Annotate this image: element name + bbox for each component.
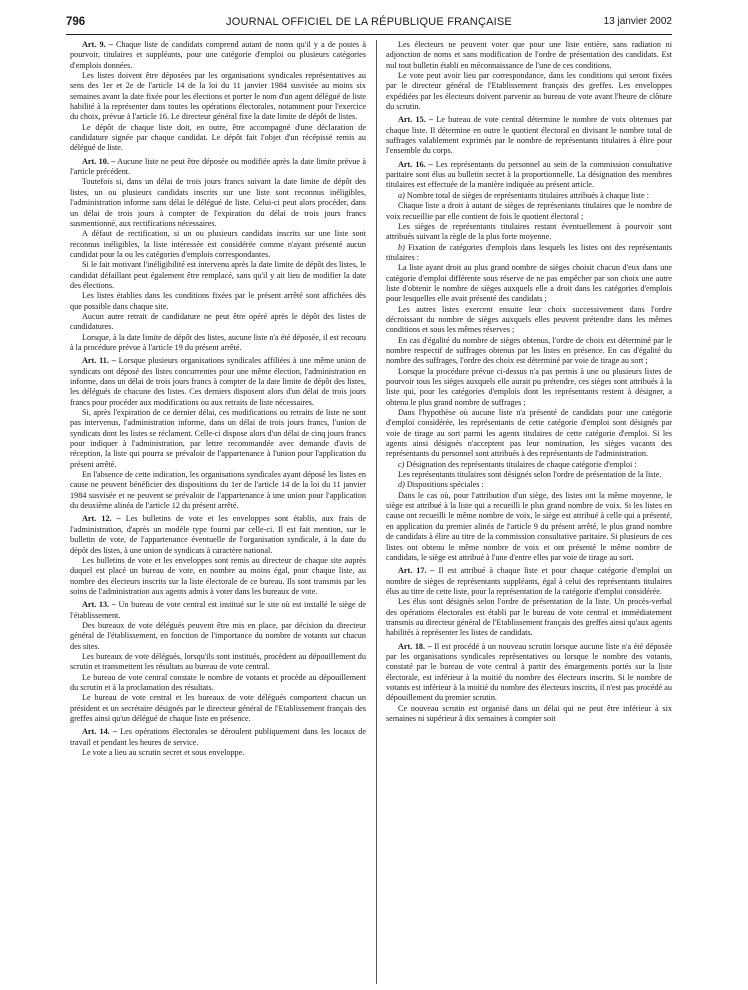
paragraph (70, 693, 366, 724)
paragraph-text: Les listes établies dans les conditions fixées par le présent arrêté sont affichées dès que possible dans chaque site. (70, 291, 366, 311)
paragraph (386, 460, 672, 470)
paragraph-text: Le dépôt de chaque liste doit, en outre, être accompagné d'une déclaration de candidature signée par chaque candidat. Le dépôt fait l'objet d'un récépissé remis au délégué de liste. (70, 122, 366, 153)
paragraph-text: Le bureau de vote central et les bureaux de vote délégués comportent chacun un président et un secrétaire désignés par le directeur général de l'Etablissement français des greffes ainsi qu'un délégué de chaque liste en présence. (70, 693, 366, 723)
item-letter: a) (398, 190, 405, 200)
article-paragraph (70, 157, 366, 178)
paragraph-text: Un bureau de vote central est institué sur le site où est installé le siège de l'établissement. (70, 600, 366, 620)
article-label: Art. 9. – (82, 40, 113, 49)
paragraph-text: Les électeurs ne peuvent voter que pour une liste entière, sans radiation ni adjonction de noms et sans modification de l'ordre de présentation des candidats. Est nul tout bulletin établi en méconnaissance de l'une de ces conditions. (386, 40, 672, 70)
paragraph-text: Si, après l'expiration de ce dernier délai, ces modifications ou retraits de liste ne sont pas intervenus, l'administration informe, dans un délai de trois jours francs, l'union de syndicats dont les listes se réclament. Celle-ci dispose alors d'un délai de cinq jours francs pour indiquer à l'administration, par lettre recommandée avec demande d'avis de réception, la liste qui pourra se prévaloir de l'appartenance à l'union pour l'application du présent arrêté. (70, 408, 366, 469)
article-label: Art. 15. – (398, 115, 434, 125)
paragraph-text: Les sièges de représentants titulaires restant éventuellement à pourvoir sont attribués suivant la règle de la plus forte moyenne. (386, 221, 672, 242)
article-paragraph (70, 727, 366, 748)
publication-date: 13 janvier 2002 (603, 16, 672, 27)
paragraph (386, 336, 672, 367)
paragraph-text: Il est attribué à chaque liste et pour chaque catégorie d'emploi un nombre de sièges de représentants suppléants, égal à celui des représentants titulaires élus au titre de cette liste, pour la représentation de la catégorie d'emploi considérée. (386, 566, 672, 596)
article-paragraph (70, 514, 366, 555)
paragraph-text: Le vote peut avoir lieu par correspondance, dans les conditions qui seront fixées par le directeur général de l'Etablissement français des greffes. Les enveloppes expédiées par les électeurs doivent parvenir au bureau de vote avant l'heure de clôture du scrutin. (386, 71, 672, 112)
paragraph-text: Dispositions spéciales : (404, 480, 484, 490)
paragraph-text: Désignation des représentants titulaires de chaque catégorie d'emploi : (404, 459, 637, 469)
paragraph-text: Dans l'hypothèse où aucune liste n'a présenté de candidats pour une catégorie d'emploi considérée, les représentants de cette catégorie d'emploi sont désignés par voie de tirage au sort parmi les agents titulaires de cette catégorie d'emploi. Si les agents ainsi désignés n'acceptent pas leur nomination, les sièges vacants des représentants du personnel sont attribués à des représentants de l'administration. (386, 408, 672, 459)
article-label: Art. 18. – (398, 641, 432, 651)
article-paragraph (386, 566, 672, 597)
paragraph-text: Chaque liste de candidats comprend autant de noms qu'il y a de postes à pourvoir, titulaires et suppléants, pour une catégorie d'emploi ou plusieurs catégories d'emplois données. (70, 40, 366, 70)
item-letter: c) (398, 459, 405, 469)
paragraph (70, 673, 366, 694)
column-separator (376, 40, 377, 984)
article-paragraph (386, 160, 672, 191)
paragraph (386, 40, 672, 71)
paragraph (386, 222, 672, 243)
paragraph-text: Ce nouveau scrutin est organisé dans un délai qui ne peut être inférieur à six semaines ni supérieur à dix semaines à compter soit (386, 703, 672, 723)
article-paragraph (386, 115, 672, 156)
paragraph-text: En l'absence de cette indication, les organisations syndicales ayant déposé les listes en cause ne peuvent bénéficier des dispositions du 1er de l'article 14 de la loi du 11 janvier 1984 susvisée et ne peuvent se prévaloir de l'appartenance à une union pour l'application du deuxième alinéa de l'article 12 du présent arrêté. (70, 470, 366, 511)
paragraph-text: Les bulletins de vote et les enveloppes sont établis, aux frais de l'administration, d'après un modèle type fourni par celle-ci. Il est fait mention, sur le bulletin de vote, de l'appartenance éventuelle de l'organisation syndicale, à la date du dépôt des listes, à une union de syndicats à caractère national. (70, 514, 366, 555)
paragraph-text: Aucune liste ne peut être déposée ou modifiée après la date limite prévue à l'article précédent. (70, 156, 366, 177)
paragraph-text: Les élus sont désignés selon l'ordre de présentation de la liste. Un procès-verbal des opérations électorales est établi par le bureau de vote central et immédiatement transmis au directeur général de l'Etablissement français des greffes ainsi qu'aux agents habilités à représenter les listes de candidats. (386, 597, 672, 638)
paragraph-text: Toutefois si, dans un délai de trois jours francs suivant la date limite de dépôt des listes, un ou plusieurs candidats inscrits sur une liste sont reconnus inéligibles, l'administration informe sans délai le délégué de liste. Celui-ci peut alors procéder, dans un délai de trois jours à compter de l'expiration du délai de trois jours francs susmentionné, aux rectifications nécessaires. (70, 177, 366, 228)
paragraph (386, 367, 672, 408)
article-label: Art. 16. – (398, 159, 433, 169)
journal-title: JOURNAL OFFICIEL DE LA RÉPUBLIQUE FRANÇAISE (226, 16, 512, 28)
paragraph (70, 470, 366, 511)
paragraph-text: Les opérations électorales se déroulent publiquement dans les locaux de travail et pendant les heures de service. (70, 727, 366, 747)
article-label: Art. 13. – (82, 600, 116, 610)
paragraph (386, 408, 672, 460)
page-header (66, 12, 672, 32)
paragraph-text: Lorsque plusieurs organisations syndicales affiliées à une même union de syndicats ont déposé des listes concurrentes pour une même élection, l'administration en informe, dans un délai de trois jours francs à compter de la date limite de dépôt des listes, les délégués de chacune des listes. Ces derniers disposent alors d'un délai de trois jours francs pour procéder aux modifications ou aux retraits de liste nécessaires. (70, 356, 366, 407)
paragraph (386, 491, 672, 563)
paragraph-text: Des bureaux de vote délégués peuvent être mis en place, par décision du directeur général de l'établissement, en fonction de l'importance du nombre de votants sur chacun des sites. (70, 620, 366, 651)
paragraph (70, 312, 366, 333)
paragraph-text: Les représentants titulaires sont désignés selon l'ordre de présentation de la liste. (398, 470, 662, 480)
paragraph (70, 229, 366, 260)
article-label: Art. 11. – (82, 356, 116, 366)
paragraph (386, 71, 672, 112)
paragraph (70, 71, 366, 123)
article-label: Art. 14. – (82, 727, 117, 737)
paragraph (386, 470, 672, 480)
paragraph-text: Le vote a lieu au scrutin secret et sous enveloppe. (82, 748, 245, 758)
article-paragraph (70, 600, 366, 621)
item-letter: d) (398, 480, 405, 490)
paragraph (70, 408, 366, 470)
paragraph-text: Les autres listes exercent ensuite leur choix successivement dans l'ordre décroissant du nombre de sièges auxquels elles peuvent prétendre dans les mêmes conditions et sous les mêmes réserves ; (386, 304, 672, 335)
paragraph-text: Chaque liste a droit à autant de sièges de représentants titulaires que le nombre de voix recueillie par elle contient de fois le quotient électoral ; (386, 201, 672, 221)
paragraph-text: Il est procédé à un nouveau scrutin lorsque aucune liste n'a été déposée par les organisations syndicales représentatives ou lorsque le nombre des votants, constaté par le bureau de vote central à partir des émargements portés sur la liste électorale, est inférieur à la moitié du nombre des électeurs inscrits. Si le nombre de votants est inférieur à la moitié du nombre des électeurs inscrits, il n'est pas procédé au dépouillement du premier scrutin. (386, 641, 672, 703)
paragraph-text: A défaut de rectification, si un ou plusieurs candidats inscrits sur une liste sont reconnus inéligibles, la liste intéressée est considérée comme n'ayant présenté aucun candidat pour la ou les catégories d'emplois correspondantes. (70, 229, 366, 259)
article-paragraph (70, 40, 366, 71)
paragraph (386, 480, 672, 490)
right-column (386, 40, 672, 986)
paragraph (70, 748, 366, 758)
paragraph (386, 201, 672, 222)
article-label: Art. 12. – (82, 514, 121, 524)
paragraph (386, 243, 672, 264)
paragraph-text: Aucun autre retrait de candidature ne peut être opéré après le dépôt des listes de candidatures. (70, 311, 366, 332)
paragraph-text: Lorsque, à la date limite de dépôt des listes, aucune liste n'a été déposée, il est recouru à la procédure prévue à l'article 19 du présent arrêté. (70, 332, 366, 352)
paragraph-text: En cas d'égalité du nombre de sièges obtenus, l'ordre de choix est déterminé par le nombre respectif de suffrages obtenus par les listes en présence. En cas d'égalité du nombre des suffrages, l'ordre des choix est déterminé par voie de tirage au sort ; (386, 335, 672, 366)
paragraph-text: Les bulletins de vote et les enveloppes sont remis au directeur de chaque site auprès duquel est placé un bureau de vote, en nombre au moins égal, pour chaque liste, au nombre des électeurs inscrits sur la liste électorale de ce bureau. Ils sont transmis par les soins de l'administration aux agents admis à voter dans les bureaux de vote. (70, 555, 366, 596)
paragraph (70, 260, 366, 291)
paragraph (386, 191, 672, 201)
article-label: Art. 10. – (82, 156, 116, 166)
paragraph (70, 621, 366, 652)
article-label: Art. 17. – (398, 566, 435, 576)
paragraph-text: Nombre total de sièges de représentants titulaires attribués à chaque liste : (404, 190, 650, 200)
paragraph (70, 291, 366, 312)
paragraph-text: Les représentants du personnel au sein de la commission consultative paritaire sont élus au bulletin secret à la proportionnelle. La désignation des membres titulaires est effectuée de la manière indiquée au présent article. (386, 159, 672, 190)
paragraph-text: Lorsque la procédure prévue ci-dessus n'a pas permis à une ou plusieurs listes de pourvoir tous les sièges auxquels elle aurait pu prétendre, ces sièges sont attribués à la liste qui, pour les catégories d'emplois dont les représentants restent à désigner, a obtenu le plus grand nombre de suffrages ; (386, 366, 672, 407)
header-rule (66, 34, 672, 35)
page-number: 796 (66, 16, 86, 28)
paragraph (386, 704, 672, 725)
paragraph-text: Les bureaux de vote délégués, lorsqu'ils sont institués, procèdent au dépouillement du scrutin et transmettent les résultats au bureau de vote central. (70, 651, 366, 672)
paragraph-text: Fixation de catégories d'emplois dans lesquels les listes ont des représentants titulaires : (386, 242, 672, 262)
paragraph (386, 305, 672, 336)
item-letter: b) (398, 242, 405, 252)
article-paragraph (386, 642, 672, 704)
paragraph-text: Dans le cas où, pour l'attribution d'un siège, des listes ont la même moyenne, le siège est attribué à la liste qui a recueilli le plus grand nombre de voix. Si les listes en cause ont recueilli le même nombre de voix, le siège est attribué à celle qui a présenté, en application du premier alinéa de l'article 9 du présent arrêté, le plus grand nombre de candidats à élire au titre de la commission consultative paritaire. Si plusieurs de ces listes ont obtenu le même nombre de voix et ont présenté le même nombre de candidats, le siège est attribué à l'une d'entre elles par voie de tirage au sort. (386, 490, 672, 562)
paragraph-text: Si le fait motivant l'inéligibilité est intervenu après la date limite de dépôt des listes, le candidat défaillant peut également être remplacé, sans qu'il y ait lieu de modifier la date des élections. (70, 260, 366, 290)
paragraph (70, 556, 366, 597)
paragraph-text: Le bureau de vote central détermine le nombre de voix obtenues par chaque liste. Il détermine en outre le quotient électoral en divisant le nombre total de suffrages valablement exprimés par le nombre de représentants titulaires à élire pour l'ensemble du corps. (386, 115, 672, 156)
paragraph (70, 177, 366, 229)
paragraph (386, 597, 672, 638)
paragraph (70, 123, 366, 154)
left-column (70, 40, 366, 986)
paragraph (386, 263, 672, 304)
paragraph-text: Le bureau de vote central constate le nombre de votants et procède au dépouillement du scrutin et à la proclamation des résultats. (70, 672, 366, 692)
paragraph-text: Les listes doivent être déposées par les organisations syndicales représentatives au sens des 1er et 2e de l'article 14 de la loi du 11 janvier 1984 susvisée au moins six semaines avant la date fixée pour les élections et porter le nom d'un agent délégué de liste habilité à la représenter dans toutes les opérations électorales, notamment pour l'exercice du choix, prévue à l'article 16. Le directeur général fixe la date limite de dépôt de listes. (70, 71, 366, 122)
paragraph (70, 652, 366, 673)
article-paragraph (70, 356, 366, 408)
paragraph (70, 333, 366, 354)
paragraph-text: La liste ayant droit au plus grand nombre de sièges choisit chacun d'eux dans une catégorie d'emploi différente sous réserve de ne pas empêcher par son choix une autre liste d'obtenir le nombre de sièges auxquels elle a droit dans les catégories d'emplois pour lesquelles elle avait présenté des candidats ; (386, 263, 672, 304)
